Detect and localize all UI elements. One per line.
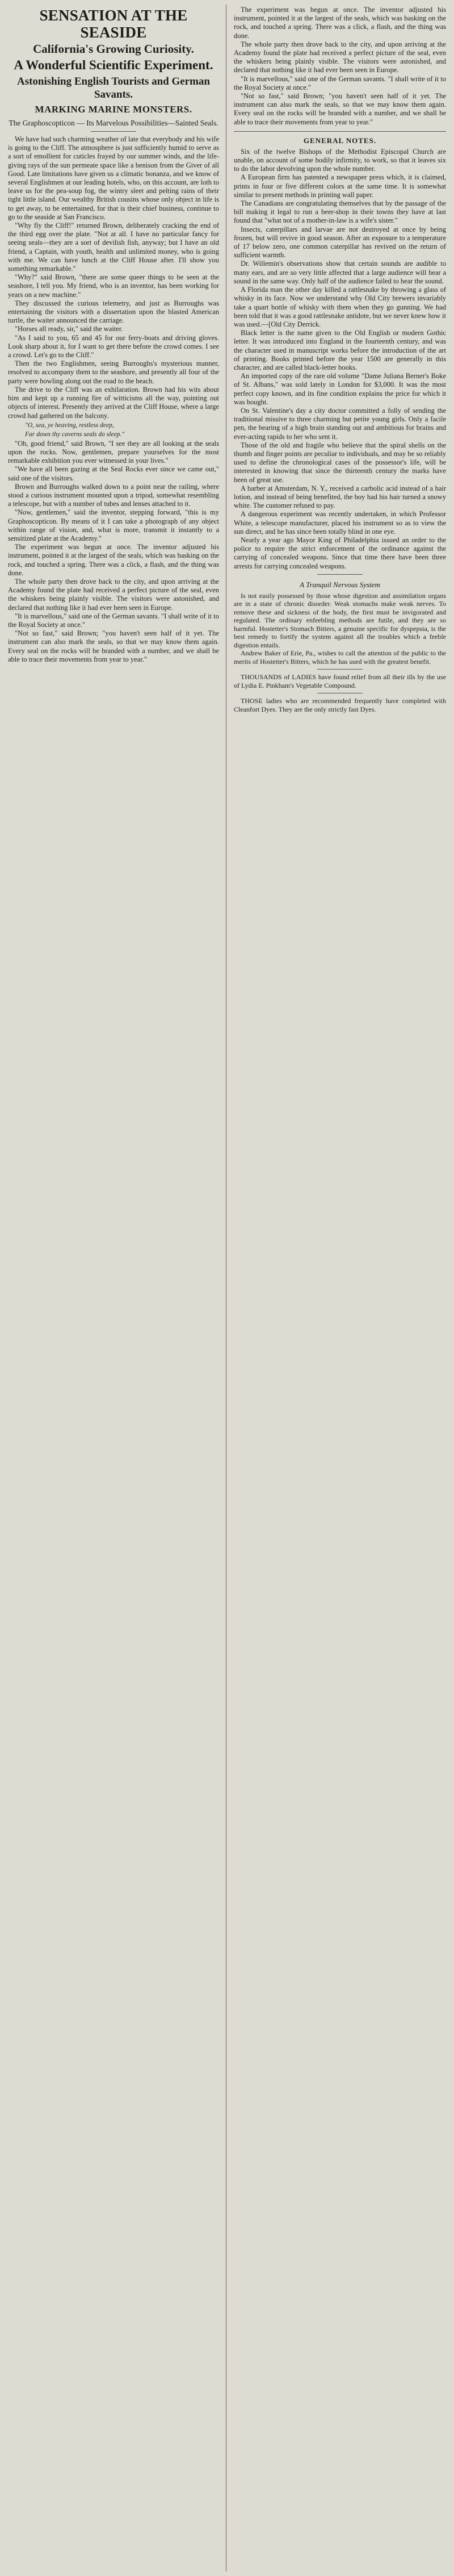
note-paragraph: A European firm has patented a newspaper press which, it is claimed, prints in four or five different colors at the same time. It is somewhat similar to present methods in printing wall paper.	[234, 173, 446, 199]
article-paragraph: "We have all been gazing at the Seal Rocks ever since we came out," said one of the visitors.	[8, 465, 219, 482]
section-rule-short	[317, 574, 363, 575]
general-notes-title: GENERAL NOTES.	[303, 136, 377, 145]
article-paragraph: The experiment was begun at once. The inventor adjusted his instrument, pointed it at the largest of the seals, which was basking on the rock, and touched a spring. There was a click, a flash, and the thing was done.	[8, 543, 219, 577]
headline-sub-2: A Wonderful Scientific Experiment.	[14, 58, 213, 72]
article-paragraph: "Why?" said Brown, "there are some queer things to be seen at the seashore, I tell you. My friend, who is an inventor, has been working for years on a new machine."	[8, 273, 219, 299]
section-rule-short	[317, 669, 363, 670]
article-paragraph: "As I said to you, 65 and 45 for our ferry-boats and driving gloves. Look sharp about it, for I want to get there before the crowd comes. I see a crowd. Let's go to the Cliff."	[8, 333, 219, 359]
article-paragraph: Then the two Englishmen, seeing Burroughs's mysterious manner, resolved to accompany them to the seashore, and presently all four of the party were bowling along out the road to the beach.	[8, 359, 219, 385]
article-paragraph: "Oh, good friend," said Brown, "I see they are all looking at the seals upon the rocks. Now, gentlemen, prepare yourselves for the most remarkable exhibition you ever witnessed in your lives."	[8, 439, 219, 465]
note-paragraph: Black letter is the name given to the Old English or modern Gothic letter. It was introduced into England in the fourteenth century, and was the character used in manuscript works before the introduction of the art of printing. Books printed before the year 1500 are generally in this character, and are called black-letter books.	[234, 329, 446, 371]
section-rule	[234, 131, 446, 132]
headline-sub-5: The Graphoscopticon — Its Marvelous Possibilities—Sainted Seals.	[9, 119, 218, 127]
article-paragraph: "Why fly the Cliff!" returned Brown, deliberately cracking the end of the third egg over the plate. "Not at all. I have no particular fancy for seeing seals—they are a sort of devilish fish, anyway; but I have an old friend, a Captain, with youth, health and unlimited money, who is going with me. We can have lunch at the Cliff House after. I'll show you something remarkable."	[8, 221, 219, 273]
article-paragraph: The whole party then drove back to the city, and upon arriving at the Academy found the plate had received a perfect picture of the seal, even the whiskers being plainly visible. The visitors were astonished, and declared that nothing like it had ever been seen in Europe.	[8, 577, 219, 612]
headline-sub-1: California's Growing Curiosity.	[33, 42, 194, 56]
verse-line: "O, sea, ye heaving, restless deep,	[25, 421, 114, 429]
ad-paragraph: THOUSANDS of LADIES have found relief from all their ills by the use of Lydia E. Pinkham's Vegetable Compound.	[234, 673, 446, 689]
note-paragraph: On St. Valentine's day a city doctor committed a folly of sending the traditional missive to three charming but petite young girls. Only a facile pen, the bearing of a high brain standing out and ambitious for brains and ever-acting rapids to her who sent it.	[234, 406, 446, 441]
article-paragraph: "Now, gentlemen," said the inventor, stepping forward, "this is my Graphoscopticon. By means of it I can take a photograph of any object within range of vision, and, what is more, transmit it instantly to a sensitized plate at the Academy."	[8, 508, 219, 542]
article-paragraph: "It is marvellous," said one of the German savants. "I shall write of it to the Royal Society at once."	[8, 612, 219, 629]
article-paragraph: "Horses all ready, sir," said the waiter.	[15, 325, 123, 333]
ad-paragraph: Andrew Baker of Erie, Pa., wishes to call the attention of the public to the merits of Hostetter's Bitters, which he has used with the greatest benefit.	[234, 649, 446, 666]
headline-sub-4: MARKING MARINE MONSTERS.	[35, 104, 192, 115]
headline-sub-3: Astonishing English Tourists and German Savants.	[16, 76, 210, 101]
right-column	[234, 6, 446, 2570]
note-paragraph: Six of the twelve Bishops of the Methodist Episcopal Church are unable, on account of some bodily infirmity, to work, so that it leaves six to do the labor devolving upon the whole number.	[234, 147, 446, 173]
article-continued-paragraph: "Not so fast," said Brown; "you haven't seen half of it yet. The instrument can also mark the seals, so that we may know them again. Every seal on the rocks will be branded with a number, and we shall be able to trace their movements from year to year."	[234, 92, 446, 126]
ad-paragraph: Is not easily possessed by those whose digestion and assimilation organs are in a state of chronic disorder. Weak stomachs make weak nerves. To remove these and sickness of the body, the first must be invigorated and regulated. The ordinary enfeebling methods are futile, and they are so harmful. Hostetter's Stomach Bitters, a genuine specific for dyspepsia, is the best remedy to fortify the system against all the troubles which a feeble digestion entails.	[234, 591, 446, 649]
note-paragraph: Insects, caterpillars and larvae are not destroyed at once by being frozen, but will revive in good season. After an exposure to a temperature of 17 below zero, one common caterpillar has revived on the return of sufficient warmth.	[234, 225, 446, 260]
headline-rule	[91, 131, 136, 132]
tranquil-title: A Tranquil Nervous System	[300, 580, 380, 589]
article-continued-paragraph: "It is marvellous," said one of the German savants. "I shall write of it to the Royal Society at once."	[234, 74, 446, 91]
left-column	[8, 6, 219, 2570]
note-paragraph: Nearly a year ago Mayor King of Philadelphia issued an order to the police to require the strict enforcement of the ordinance against the carrying of concealed weapons. Since that time there have been three arrests for carrying concealed weapons.	[234, 536, 446, 570]
article-paragraph: The drive to the Cliff was an exhilaration. Brown had his wits about him and kept up a running fire of witticisms all the way, pointing out objects of interest. Presently they arrived at the Cliff House, where a large crowd had gathered on the balcony.	[8, 385, 219, 420]
article-paragraph: Brown and Burroughs walked down to a point near the railing, where stood a curious instrument mounted upon a tripod, somewhat resembling a telescope, but with a number of tubes and lenses attached to it.	[8, 482, 219, 508]
note-paragraph: Dr. Willemin's observations show that certain sounds are audible to many ears, and are so very little affected that a large audience will hear a sound in the same way. Only half of the audience failed to hear the sound.	[234, 260, 446, 285]
article-continued-paragraph: The experiment was begun at once. The inventor adjusted his instrument, pointed it at the largest of the seals, which was basking on the rock, and touched a spring. There was a click, a flash, and the thing was done.	[234, 6, 446, 40]
article-paragraph: We have had such charming weather of late that everybody and his wife is going to the Cliff. The atmosphere is just sufficiently humid to serve as a sort of emollient for cuticles frayed by our summer winds, and the life-giving rays of the sun permeate space like a benison from the Giver of all Good. Late limitations have given us a climatic bonanza, and we know of several Englishmen at our leading hotels, who, on this account, are loth to leave us for the pea-soup fog, the wintry sleet and pelting rains of their tight little island. Our wealthy British cousins whose only object in life is to get away, to be entertained, for that is their chief business, continue to go to the seaside at San Francisco.	[8, 135, 219, 221]
note-paragraph: A dangerous experiment was recently undertaken, in which Professor White, a telescope manufacturer, placed his instrument so as to view the sun direct, and he has since been totally blind in one eye.	[234, 510, 446, 536]
article-paragraph: "Not so fast," said Brown; "you haven't seen half of it yet. The instrument can also mark the seals, so that we may know them again. Every seal on the rocks will be branded with a number, and we shall be able to trace their movements from year to year."	[8, 629, 219, 663]
note-paragraph: An imported copy of the rare old volume "Dame Juliana Berner's Boke of St. Albans," was sold lately in London for $3,000. It was the most perfect copy known, and its fine condition explains the price for which it was bought.	[234, 372, 446, 406]
ad-paragraph: THOSE ladies who are recommended frequently have completed with Cleanfort Dyes. They are the only strictly fast Dyes.	[234, 697, 446, 713]
headline-main: SENSATION AT THE SEASIDE	[39, 7, 188, 41]
verse-line: Far down thy caverns seals do sleep."	[25, 430, 125, 438]
article-paragraph: They discussed the curious telemetry, and just as Burroughs was entertaining the visitors with a dissertation upon the blasted American turtle, the waiter announced the carriage.	[8, 299, 219, 325]
note-paragraph: A Florida man the other day killed a rattlesnake by throwing a glass of whisky in its face. Now we understand why Old City brewers invariably take a quart bottle of whisky with them when they go gunning. We had been told that it was a good rattlesnake antidote, but we never knew how it was used.—[Old City Derrick.	[234, 286, 446, 328]
note-paragraph: Those of the old and fragile who believe that the spiral shells on the thumb and finger points are peculiar to individuals, and may be so reliably used to define the chronological cases of the possessor's life, will be interested in knowing that since the thirteenth century the marks have been of great use.	[234, 441, 446, 484]
note-paragraph: The Canadians are congratulating themselves that by the passage of the bill making it legal to run a beer-shop in their towns they have at last found that "what not of a mother-in-law is a wife's sister."	[234, 199, 446, 225]
note-paragraph: A barber at Amsterdam, N. Y., received a carbolic acid instead of a hair lotion, and instead of being benefited, the boy had his hair turned a snowy white. The customer refused to pay.	[234, 484, 446, 510]
article-continued-paragraph: The whole party then drove back to the city, and upon arriving at the Academy found the plate had received a perfect picture of the seal, even the whiskers being plainly visible. The visitors were astonished, and declared that nothing like it had ever been seen in Europe.	[234, 40, 446, 74]
